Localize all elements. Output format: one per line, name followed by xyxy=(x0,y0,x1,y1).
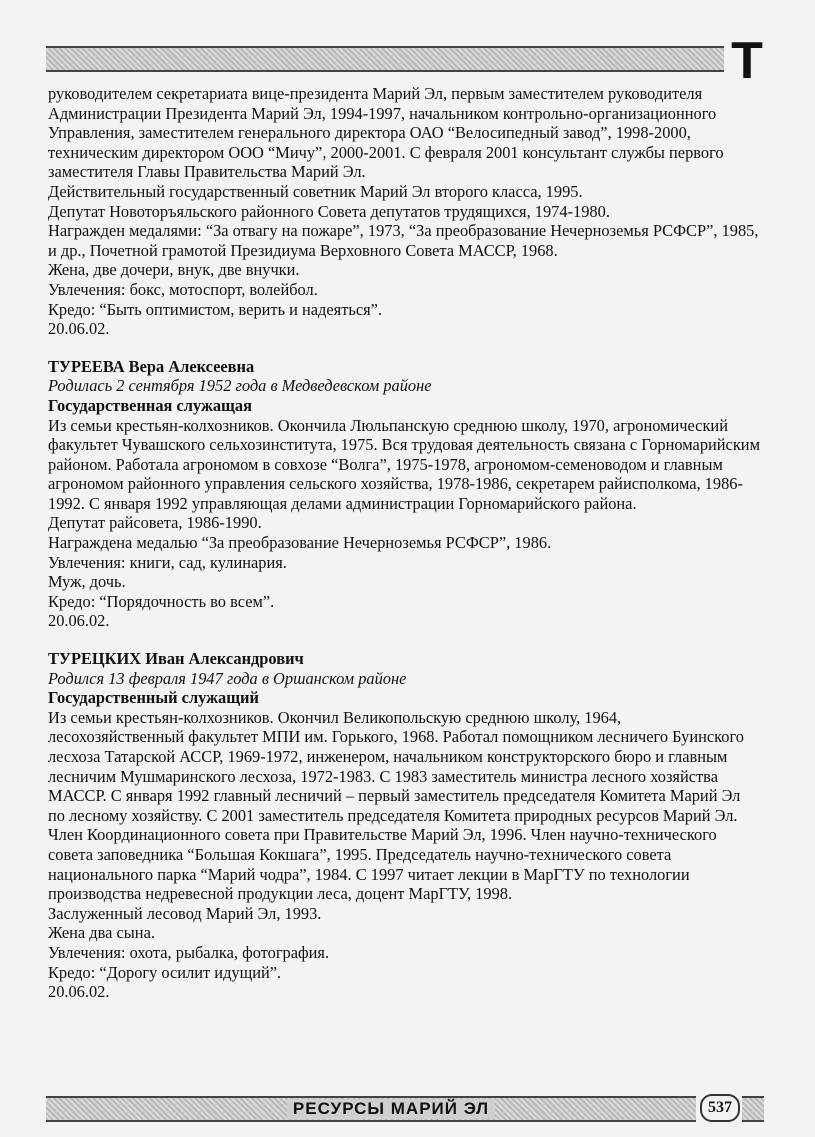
footer-title: РЕСУРСЫ МАРИЙ ЭЛ xyxy=(287,1099,495,1119)
entry-paragraph: 20.06.02. xyxy=(48,982,110,1002)
entry-paragraph: Из семьи крестьян-колхозников. Окончила Люльпанскую среднюю школу, 1970, агрономический факультет Чувашского сельхозинститута, 1975. Вся трудовая деятельность связана с Горномарийским районом. Работала агрономом в совхозе “Волга”, 1975-1978, агрономом-семеноводом и главным агрономом районного управления сельского хозяйства, 1978-1986, секретарем райисполкома, 1986-1992. С января 1992 управляющая делами администрации Горномарийского района. xyxy=(48,415,760,513)
entry-birth: Родился 13 февраля 1947 года в Оршанском районе xyxy=(48,668,407,688)
header-band xyxy=(46,46,724,72)
entry-birth: Родилась 2 сентября 1952 года в Медведевском районе xyxy=(48,376,432,396)
entry-name: ТУРЕЕВА Вера Алексеевна xyxy=(48,356,255,376)
continuation-paragraph: Жена, две дочери, внук, две внучки. xyxy=(48,260,300,280)
entry-paragraph: 20.06.02. xyxy=(48,611,110,631)
continuation-block xyxy=(48,84,760,339)
entry-paragraph: Депутат райсовета, 1986-1990. xyxy=(48,513,262,533)
entry-position: Государственная служащая xyxy=(48,395,252,415)
entry-paragraph: Увлечения: охота, рыбалка, фотография. xyxy=(48,942,330,962)
entry-paragraph: Из семьи крестьян-колхозников. Окончил Великопольскую среднюю школу, 1964, лесохозяйственный факультет МПИ им. Горького, 1968. Работал помощником лесничего Буинского лесхоза Татарской АССР, 1969-1972, инженером, начальником конструкторского бюро и главным лесничим Мушмаринского лесхоза, 1972-1983. С 1983 заместитель министра лесного хозяйства МАССР. С января 1992 главный лесничий – первый заместитель председателя Комитета Марий Эл по лесному хозяйству. С 2001 заместитель председателя Комитета природных ресурсов Марий Эл. xyxy=(48,707,744,825)
page-content xyxy=(48,84,760,1002)
entry-position: Государственный служащий xyxy=(48,688,259,708)
entry-paragraph: Заслуженный лесовод Марий Эл, 1993. xyxy=(48,903,322,923)
entry-paragraph: Кредо: “Дорогу осилит идущий”. xyxy=(48,962,282,982)
continuation-paragraph: Депутат Новоторъяльского районного Совета депутатов трудящихся, 1974-1980. xyxy=(48,201,610,221)
continuation-paragraph: Увлечения: бокс, мотоспорт, волейбол. xyxy=(48,279,318,299)
entry-paragraph: Увлечения: книги, сад, кулинария. xyxy=(48,552,287,572)
continuation-paragraph: 20.06.02. xyxy=(48,319,110,339)
entry-turetskikh xyxy=(48,649,760,1002)
continuation-paragraph: Действительный государственный советник Марий Эл второго класса, 1995. xyxy=(48,181,583,201)
page-number: 537 xyxy=(700,1094,740,1122)
entry-name: ТУРЕЦКИХ Иван Александрович xyxy=(48,649,304,669)
entry-paragraph: Награждена медалью “За преобразование Нечерноземья РСФСР”, 1986. xyxy=(48,533,552,553)
section-letter: Т xyxy=(731,32,763,90)
entry-paragraph: Член Координационного совета при Правительстве Марий Эл, 1996. Член научно-технического совета заповедника “Большая Кокшага”, 1995. Председатель научно-технического совета национального парка “Марий чодра”, 1984. С 1997 читает лекции в МарГТУ по технологии производства недревесной продукции леса, доцент МарГТУ, 1998. xyxy=(48,825,717,904)
footer-band xyxy=(46,1096,696,1122)
footer-band-tail xyxy=(742,1096,764,1122)
continuation-paragraph: Награжден медалями: “За отвагу на пожаре”, 1973, “За преобразование Нечерноземья РСФСР”, 1985, и др., Почетной грамотой Президиума Верховного Совета МАССР, 1968. xyxy=(48,221,759,260)
entry-paragraph: Муж, дочь. xyxy=(48,572,126,592)
continuation-paragraph: руководителем секретариата вице-президента Марий Эл, первым заместителем руководителя Администрации Президента Марий Эл, 1994-1997, начальником контрольно-организационного Управления, заместителем генерального директора ОАО “Велосипедный завод”, 1998-2000, техническим директором ООО “Мичу”, 2000-2001. С февраля 2001 консультант службы первого заместителя Главы Правительства Марий Эл. xyxy=(48,84,724,182)
continuation-paragraph: Кредо: “Быть оптимистом, верить и надеяться”. xyxy=(48,299,383,319)
entry-tureeva xyxy=(48,357,760,631)
entry-paragraph: Кредо: “Порядочность во всем”. xyxy=(48,591,275,611)
entry-paragraph: Жена два сына. xyxy=(48,923,155,943)
